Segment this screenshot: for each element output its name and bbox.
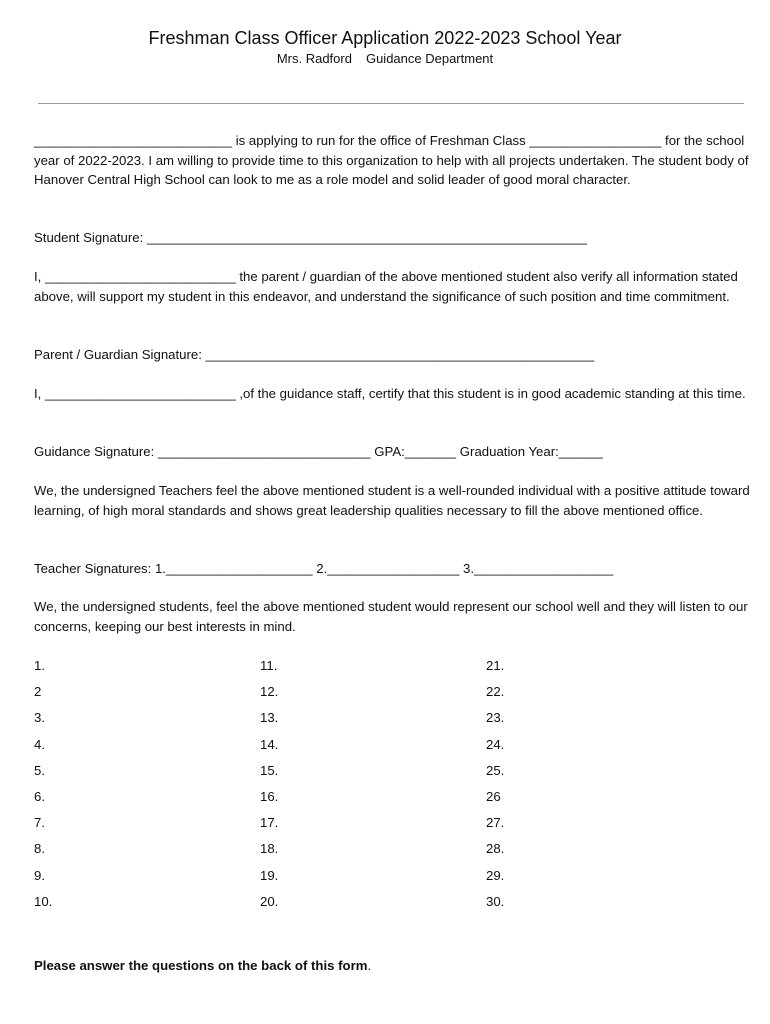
student-list-col-2 bbox=[260, 656, 278, 918]
list-item: 23. bbox=[486, 710, 505, 726]
teacher-name: Mrs. Radford bbox=[276, 51, 352, 66]
list-item: 10. bbox=[34, 893, 53, 909]
list-item: 17. bbox=[260, 815, 279, 831]
footer-note-text: Please answer the questions on the back of this form bbox=[34, 958, 368, 973]
list-item: 19. bbox=[260, 867, 279, 883]
list-item: 28. bbox=[486, 841, 505, 857]
student-list-col-3 bbox=[486, 656, 504, 918]
list-item: 7. bbox=[34, 815, 45, 831]
list-item: 14. bbox=[260, 736, 279, 752]
guidance-paragraph: I, __________________________ ,of the guidance staff, certify that this student is in good academic standing at this time. bbox=[34, 386, 746, 401]
list-item: 16. bbox=[260, 788, 279, 804]
list-item: 2 bbox=[34, 684, 42, 700]
header-divider bbox=[38, 103, 744, 104]
list-item: 22. bbox=[486, 684, 505, 700]
list-item: 26 bbox=[486, 788, 501, 804]
list-item: 24. bbox=[486, 736, 505, 752]
footer-note bbox=[34, 956, 750, 976]
list-item: 1. bbox=[34, 658, 45, 673]
applicant-paragraph: ___________________________ is applying to run for the office of Freshman Class __________________ for the school year of 2022-2023. I am willing to provide time to this organization to help with all projects undertaken. The student body of Hanover Central High School can look to me as a role model and solid leader of good moral character. bbox=[34, 133, 749, 187]
students-paragraph: We, the undersigned students, feel the above mentioned student would represent our school well and they will listen to our concerns, keeping our best interests in mind. bbox=[34, 599, 748, 634]
list-item: 18. bbox=[260, 841, 279, 857]
list-item: 20. bbox=[260, 893, 279, 909]
page-title: Freshman Class Officer Application 2022-2023 School Year bbox=[148, 28, 622, 48]
list-item: 12. bbox=[260, 684, 279, 700]
parent-paragraph: I, __________________________ the parent / guardian of the above mentioned student also verify all information stated above, will support my student in this endeavor, and understand the significance of such position and time commitment. bbox=[34, 269, 738, 304]
list-item: 11. bbox=[260, 658, 278, 673]
list-item: 3. bbox=[34, 710, 45, 726]
list-item: 9. bbox=[34, 867, 45, 883]
list-item: 13. bbox=[260, 710, 279, 726]
student-signature-line: Student Signature: ____________________________________________________________ bbox=[34, 230, 587, 245]
teacher-signatures-line: Teacher Signatures: 1.____________________ 2.__________________ 3.___________________ bbox=[34, 561, 614, 576]
student-list-col-1 bbox=[34, 656, 52, 918]
list-item: 21. bbox=[486, 658, 505, 673]
list-item: 25. bbox=[486, 762, 505, 778]
list-item: 4. bbox=[34, 736, 45, 752]
list-item: 27. bbox=[486, 815, 505, 831]
list-item: 5. bbox=[34, 762, 45, 778]
department-name: Guidance Department bbox=[365, 51, 494, 66]
list-item: 30. bbox=[486, 893, 505, 909]
teachers-paragraph: We, the undersigned Teachers feel the above mentioned student is a well-rounded individual with a positive attitude toward learning, of high moral standards and shows great leadership qualities necessary to fill the above mentioned office. bbox=[34, 483, 750, 518]
list-item: 29. bbox=[486, 867, 505, 883]
list-item: 8. bbox=[34, 841, 45, 857]
page-subtitle bbox=[0, 51, 770, 66]
footer-period: . bbox=[367, 958, 372, 973]
parent-signature-line: Parent / Guardian Signature: _____________________________________________________ bbox=[34, 347, 595, 362]
list-item: 15. bbox=[260, 762, 279, 778]
list-item: 6. bbox=[34, 788, 45, 804]
guidance-signature-line: Guidance Signature: _____________________________ GPA:_______ Graduation Year:______ bbox=[34, 444, 603, 459]
